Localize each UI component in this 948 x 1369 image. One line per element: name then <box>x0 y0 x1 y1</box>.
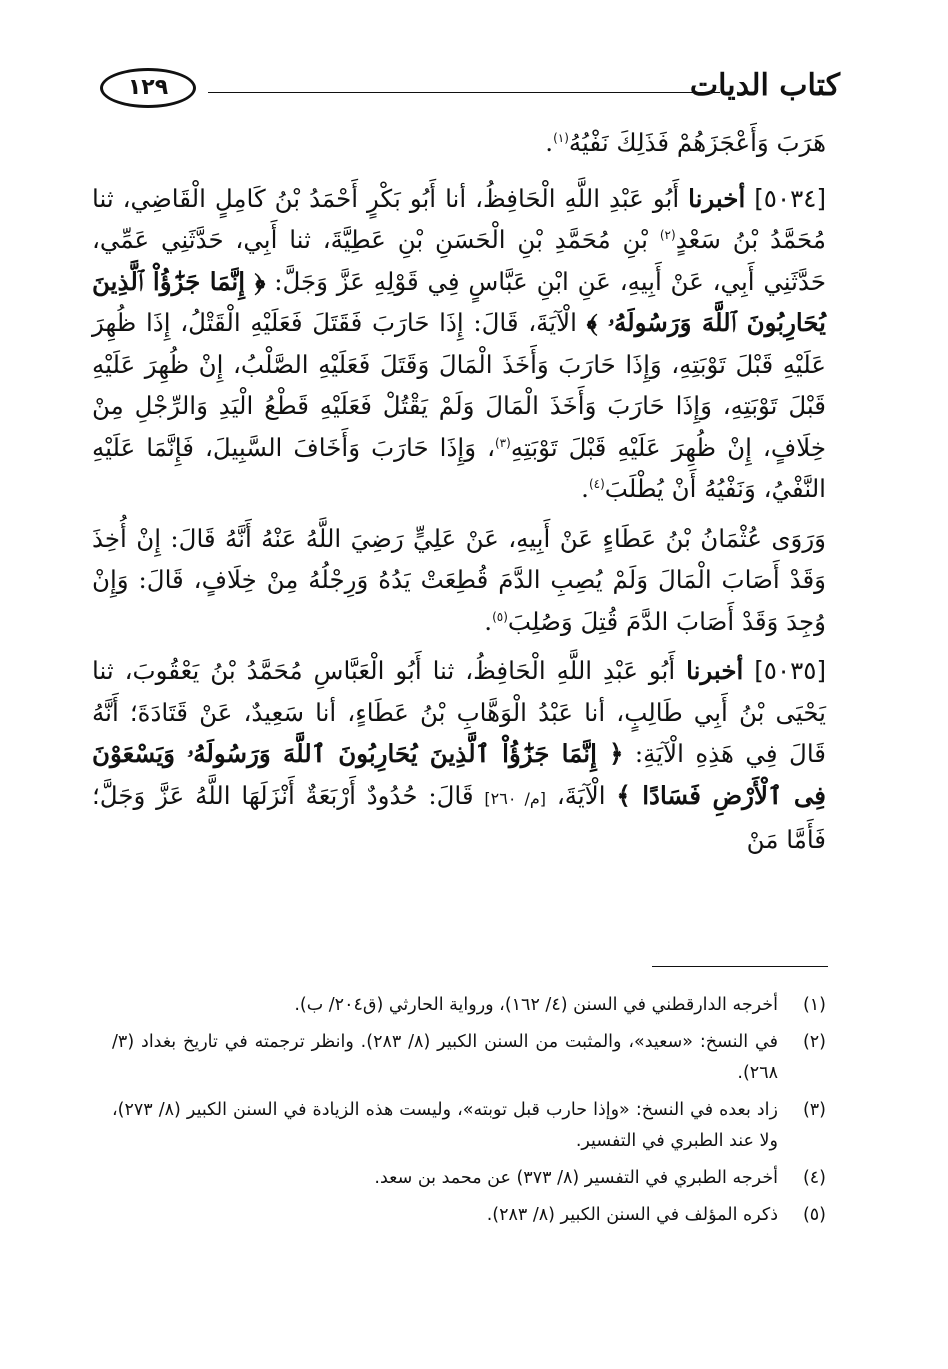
footnote-text: أخرجه الطبري في التفسير (٨/ ٣٧٣) عن محمد بن سعد. <box>374 1168 778 1188</box>
footnote-item <box>112 1095 826 1157</box>
text-segment: . <box>484 606 493 636</box>
footnote-ref: (١) <box>553 130 569 145</box>
main-text <box>92 122 826 869</box>
book-title: كتاب الديات <box>689 68 840 103</box>
footnote-text: ذكره المؤلف في السنن الكبير (٨/ ٢٨٣). <box>486 1205 778 1225</box>
quran-verse: ﴿ إِنَّمَا جَزَٰٓؤُاْ ٱلَّذِينَ يُحَارِبُونَ ٱللَّهَ وَرَسُولَهُۥ وَيَسْعَوْنَ فِى ٱلْأَرْضِ فَسَادًا ﴾ <box>92 739 826 810</box>
hadith-number: [٥٠٣٤] <box>754 183 826 213</box>
footnote-number: (٤) <box>802 1168 826 1188</box>
footnote-ref: (٥) <box>492 609 508 624</box>
text-segment: وَرَوَى عُثْمَانُ بْنُ عَطَاءٍ عَنْ أَبِيهِ، عَنْ عَلِيٍّ رَضِيَ اللَّهُ عَنْهُ أَنَّهُ قَالَ: إِنْ أُخِذَ وَقَدْ أَصَابَ الْمَالَ وَلَمْ يُصِبِ الدَّمَ قُطِعَتْ يَدُهُ وَرِجْلُهُ مِنْ خِلَافٍ، قَالَ: وَإِنْ وُجِدَ وَقَدْ أَصَابَ الدَّمَ قُتِلَ وَصُلِبَ <box>92 523 826 636</box>
text-segment: الْآيَةَ، <box>556 780 606 810</box>
footnote-ref: (٤) <box>588 476 605 491</box>
narration-paragraph <box>92 518 826 643</box>
footnote-number: (١) <box>802 995 826 1015</box>
text-segment: . <box>545 128 554 157</box>
text-segment: هَرَبَ وَأَعْجَزَهُمْ فَذَلِكَ نَفْيُهُ <box>568 128 826 157</box>
paragraph-continuation <box>92 122 826 164</box>
footnote-ref: (٢) <box>659 227 676 242</box>
text-segment: قَالَ: حُدُودٌ أَرْبَعَةٌ أَنْزَلَهَا اللَّهُ عَزَّ وَجَلَّ؛ فَأَمَّا مَنْ <box>92 780 826 854</box>
hadith-5035 <box>92 650 826 861</box>
text-segment: ، وَإِذَا حَارَبَ وَأَخَافَ السَّبِيلَ، فَإِنَّمَا عَلَيْهِ النَّفْيُ، وَنَفْيُهُ أَنْ يُطْلَبَ <box>92 432 826 503</box>
hadith-number: [٥٠٣٥] <box>754 656 826 685</box>
page-number: ١٢٩ <box>100 68 196 108</box>
footnote-text: أخرجه الدارقطني في السنن (٤/ ١٦٢)، ورواية الحارثي (ق٢٠٤/ ب). <box>294 995 778 1015</box>
footnote-number: (٣) <box>802 1100 826 1120</box>
footnote-item <box>112 1027 826 1089</box>
footnote-text: زاد بعده في النسخ: «وإذا حارب قبل توبته»، وليست هذه الزيادة في السنن الكبير (٨/ ٢٧٣)، ولا عند الطبري في التفسير. <box>112 1100 778 1151</box>
footnote-text: في النسخ: «سعيد»، والمثبت من السنن الكبير (٨/ ٢٨٣). وانظر ترجمته في تاريخ بغداد (٣/ ٢٦٨). <box>112 1032 778 1083</box>
footnote-item <box>112 990 826 1021</box>
footnote-rule <box>652 966 828 967</box>
footnote-ref: (٣) <box>494 435 511 450</box>
manuscript-marker: [م/ ٢٦٠] <box>484 788 547 808</box>
hadith-5034 <box>92 178 826 510</box>
text-segment: أَبُو عَبْدِ اللَّهِ الْحَافِظُ، أنا أَبُو بَكْرٍ أَحْمَدُ بْنُ كَامِلٍ الْقَاضِي، ثنا مُحَمَّدُ بْنُ سَعْدٍ <box>92 183 826 254</box>
text-segment: الْآيَةَ، قَالَ: إِذَا حَارَبَ فَقَتَلَ فَعَلَيْهِ الْقَتْلُ، إِذَا ظُهِرَ عَلَيْهِ قَبْلَ تَوْبَتِهِ، وَإِذَا حَارَبَ وَأَخَذَ الْمَالَ وَقَتَلَ فَعَلَيْهِ الصَّلْبُ، إِنْ ظُهِرَ عَلَيْهِ قَبْلَ تَوْبَتِهِ، وَإِذَا حَارَبَ وَأَخَذَ الْمَالَ وَلَمْ يَقْتُلْ فَعَلَيْهِ قَطْعُ الْيَدِ وَالرِّجْلِ مِنْ خِلَافٍ، إِنْ ظُهِرَ عَلَيْهِ قَبْلَ تَوْبَتِهِ <box>92 308 826 462</box>
footnotes <box>112 990 826 1237</box>
page-header <box>100 62 840 118</box>
narration-keyword: أخبرنا <box>686 656 744 685</box>
quran-verse: ﴿ إِنَّمَا جَزَٰٓؤُاْ ٱلَّذِينَ يُحَارِبُونَ ٱللَّهَ وَرَسُولَهُۥ ﴾ <box>92 266 826 337</box>
text-segment: أَبُو عَبْدِ اللَّهِ الْحَافِظُ، ثنا أَبُو الْعَبَّاسِ مُحَمَّدُ بْنُ يَعْقُوبَ، ثنا يَحْيَى بْنُ أَبِي طَالِبٍ، أنا عَبْدُ الْوَهَّابِ بْنُ عَطَاءٍ، أنا سَعِيدٌ، عَنْ قَتَادَةَ؛ أَنَّهُ قَالَ فِي هَذِهِ الْآيَةِ: <box>92 656 827 768</box>
text-segment: بْنِ مُحَمَّدِ بْنِ الْحَسَنِ بْنِ عَطِيَّةَ، ثنا أَبِي، حَدَّثَنِي عَمِّي، حَدَّثَنِي أَبِي، عَنْ أَبِيهِ، عَنِ ابْنِ عَبَّاسٍ فِي قَوْلِهِ عَزَّ وَجَلَّ: <box>92 225 826 296</box>
footnote-item <box>112 1163 826 1194</box>
narration-keyword: أخبرنا <box>688 183 746 213</box>
text-segment: . <box>581 474 589 503</box>
footnote-item <box>112 1200 826 1231</box>
footnote-number: (٥) <box>802 1205 826 1225</box>
header-rule <box>208 92 720 93</box>
footnote-number: (٢) <box>802 1032 826 1052</box>
